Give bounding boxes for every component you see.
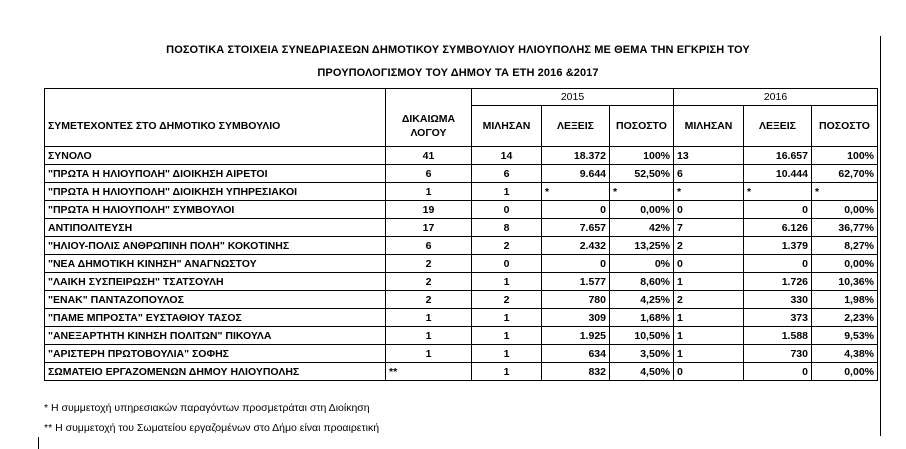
spoke-2015-value: 1 (472, 363, 542, 381)
percent-2015-value: 42% (610, 219, 674, 237)
right-to-speak-line1: ΔΙΚΑΙΩΜΑ (401, 112, 456, 125)
participant-name: "ΑΡΙΣΤΕΡΗ ΠΡΩΤΟΒΟΥΛΙΑ" ΣΟΦΗΣ (45, 345, 386, 363)
percent-2015-value: 0% (610, 255, 674, 273)
spoke-2015-value: 1 (472, 309, 542, 327)
words-2016-value: 330 (744, 291, 812, 309)
percent-2015-value: 4,25% (610, 291, 674, 309)
words-2016-value: * (744, 183, 812, 201)
percent-2016-value: 36,77% (812, 219, 878, 237)
percent-2015-value: 3,50% (610, 345, 674, 363)
column-header-row (45, 106, 878, 147)
table-row (45, 183, 878, 201)
right-to-speak-value: 1 (386, 183, 472, 201)
right-to-speak-value: 2 (386, 255, 472, 273)
words-2015-value: 780 (542, 291, 610, 309)
percent-2015-value: 13,25% (610, 237, 674, 255)
percent-2016-value: 2,23% (812, 309, 878, 327)
participant-name: "ΠΡΩΤΑ Η ΗΛΙΟΥΠΟΛΗ" ΔΙΟΙΚΗΣΗ ΑΙΡΕΤΟΙ (45, 165, 386, 183)
right-to-speak-value: 6 (386, 165, 472, 183)
footnote-2: ** Η συμμετοχή του Σωματείου εργαζομένων στο Δήμο είναι προαιρετική (44, 422, 380, 434)
words-2015-value: 0 (542, 201, 610, 219)
participant-name: ΣΥΝΟΛΟ (45, 147, 386, 165)
table-row (45, 165, 878, 183)
words-2016-value: 0 (744, 201, 812, 219)
spoke-2016-value: 6 (674, 165, 744, 183)
participant-name: "ΑΝΕΞΑΡΤΗΤΗ ΚΙΝΗΣΗ ΠΟΛΙΤΩΝ" ΠΙΚΟΥΛΑ (45, 327, 386, 345)
participant-name: ΑΝΤΙΠΟΛΙΤΕΥΣΗ (45, 219, 386, 237)
spoke-2016-value: 1 (674, 345, 744, 363)
table-row (45, 291, 878, 309)
participant-name: ΣΩΜΑΤΕΙΟ ΕΡΓΑΖΟΜΕΝΩΝ ΔΗΜΟΥ ΗΛΙΟΥΠΟΛΗΣ (45, 363, 386, 381)
percent-2016-value: 4,38% (812, 345, 878, 363)
percent-2015-value: 10,50% (610, 327, 674, 345)
words-2015-value: 2.432 (542, 237, 610, 255)
right-to-speak-value: 2 (386, 273, 472, 291)
spoke-2016-value: 1 (674, 273, 744, 291)
blank-header-cell (45, 89, 386, 106)
percent-2016-value: 10,36% (812, 273, 878, 291)
words-2015-value: 9.644 (542, 165, 610, 183)
table-row (45, 363, 878, 381)
year-header-row (45, 89, 878, 106)
spoke-2015-value: 0 (472, 255, 542, 273)
spoke-2016-value: * (674, 183, 744, 201)
words-2015-value: * (542, 183, 610, 201)
spoke-2015-value: 1 (472, 345, 542, 363)
words-2015-value: 0 (542, 255, 610, 273)
words-2016-value: 1.379 (744, 237, 812, 255)
words-2016-header: ΛΕΞΕΙΣ (744, 106, 812, 147)
percent-2015-value: 100% (610, 147, 674, 165)
percent-2016-value: 100% (812, 147, 878, 165)
spoke-2016-value: 0 (674, 363, 744, 381)
spoke-2016-value: 0 (674, 201, 744, 219)
table-row (45, 219, 878, 237)
percent-2015-header: ΠΟΣΟΣΤΟ (610, 106, 674, 147)
percent-2016-value: 0,00% (812, 363, 878, 381)
table-row (45, 237, 878, 255)
words-2016-value: 730 (744, 345, 812, 363)
percent-2015-value: 1,68% (610, 309, 674, 327)
spoke-2016-value: 1 (674, 309, 744, 327)
words-2016-value: 10.444 (744, 165, 812, 183)
spoke-2016-value: 2 (674, 237, 744, 255)
right-to-speak-header (386, 106, 472, 147)
participant-name: "ΝΕΑ ΔΗΜΟΤΙΚΗ ΚΙΝΗΣΗ" ΑΝΑΓΝΩΣΤΟΥ (45, 255, 386, 273)
words-2015-value: 7.657 (542, 219, 610, 237)
spoke-2016-header: ΜΙΛΗΣΑΝ (674, 106, 744, 147)
blank-header-cell (386, 89, 472, 106)
participant-name: "ΗΛΙΟΥ-ΠΟΛΙΣ ΑΝΘΡΩΠΙΝΗ ΠΟΛΗ" ΚΟΚΟΤΙΝΗΣ (45, 237, 386, 255)
percent-2016-value: 1,98% (812, 291, 878, 309)
spoke-2016-value: 13 (674, 147, 744, 165)
footnote-1: * Η συμμετοχή υπηρεσιακών παραγόντων προσμετράται στη Διοίκηση (44, 402, 370, 414)
percent-2015-value: * (610, 183, 674, 201)
words-2016-value: 0 (744, 255, 812, 273)
percent-2016-value: 0,00% (812, 201, 878, 219)
percent-2016-value: 8,27% (812, 237, 878, 255)
spoke-2015-value: 2 (472, 291, 542, 309)
table-row (45, 345, 878, 363)
right-to-speak-value: ** (386, 363, 472, 381)
year-2015-header: 2015 (472, 89, 674, 106)
spoke-2016-value: 0 (674, 255, 744, 273)
table-row (45, 273, 878, 291)
table-row (45, 309, 878, 327)
right-to-speak-value: 17 (386, 219, 472, 237)
spoke-2015-value: 1 (472, 183, 542, 201)
spoke-2015-value: 1 (472, 273, 542, 291)
words-2016-value: 1.726 (744, 273, 812, 291)
words-2016-value: 6.126 (744, 219, 812, 237)
table-row (45, 147, 878, 165)
percent-2016-value: 9,53% (812, 327, 878, 345)
words-2015-value: 832 (542, 363, 610, 381)
participant-name: "ΠΑΜΕ ΜΠΡΟΣΤΑ" ΕΥΣΤΑΘΙΟΥ ΤΑΣΟΣ (45, 309, 386, 327)
text-cursor (38, 437, 39, 449)
right-to-speak-value: 6 (386, 237, 472, 255)
participant-name: "ΠΡΩΤΑ Η ΗΛΙΟΥΠΟΛΗ" ΔΙΟΙΚΗΣΗ ΥΠΗΡΕΣΙΑΚΟΙ (45, 183, 386, 201)
words-2016-value: 16.657 (744, 147, 812, 165)
participant-name: "ΠΡΩΤΑ Η ΗΛΙΟΥΠΟΛΗ" ΣΥΜΒΟΥΛΟΙ (45, 201, 386, 219)
words-2015-value: 1.925 (542, 327, 610, 345)
words-2015-value: 1.577 (542, 273, 610, 291)
spoke-2015-value: 2 (472, 237, 542, 255)
participant-name: "ΕΝΑΚ" ΠΑΝΤΑΖΟΠΟΥΛΟΣ (45, 291, 386, 309)
percent-2015-value: 8,60% (610, 273, 674, 291)
words-2015-header: ΛΕΞΕΙΣ (542, 106, 610, 147)
participants-header: ΣΥΜΕΤΕΧΟΝΤΕΣ ΣΤΟ ΔΗΜΟΤΙΚΟ ΣΥΜΒΟΥΛΙΟ (45, 106, 386, 147)
percent-2016-value: 62,70% (812, 165, 878, 183)
percent-2015-value: 4,50% (610, 363, 674, 381)
spoke-2016-value: 1 (674, 327, 744, 345)
spoke-2015-value: 14 (472, 147, 542, 165)
right-to-speak-value: 1 (386, 345, 472, 363)
statistics-table (44, 88, 878, 381)
right-to-speak-value: 19 (386, 201, 472, 219)
spoke-2016-value: 7 (674, 219, 744, 237)
participant-name: "ΛΑΙΚΗ ΣΥΣΠΕΙΡΩΣΗ" ΤΣΑΤΣΟΥΛΗ (45, 273, 386, 291)
spoke-2015-header: ΜΙΛΗΣΑΝ (472, 106, 542, 147)
spoke-2016-value: 2 (674, 291, 744, 309)
percent-2016-value: * (812, 183, 878, 201)
words-2016-value: 1.588 (744, 327, 812, 345)
right-to-speak-line2: ΛΟΓΟΥ (410, 126, 447, 139)
words-2015-value: 634 (542, 345, 610, 363)
words-2015-value: 309 (542, 309, 610, 327)
table-row (45, 201, 878, 219)
year-2016-header: 2016 (674, 89, 878, 106)
percent-2015-value: 52,50% (610, 165, 674, 183)
words-2015-value: 18.372 (542, 147, 610, 165)
table-row (45, 255, 878, 273)
table-row (45, 327, 878, 345)
right-to-speak-value: 2 (386, 291, 472, 309)
percent-2015-value: 0,00% (610, 201, 674, 219)
spoke-2015-value: 1 (472, 327, 542, 345)
percent-2016-header: ΠΟΣΟΣΤΟ (812, 106, 878, 147)
right-to-speak-value: 1 (386, 309, 472, 327)
percent-2016-value: 0,00% (812, 255, 878, 273)
right-to-speak-value: 41 (386, 147, 472, 165)
spoke-2015-value: 0 (472, 201, 542, 219)
words-2016-value: 0 (744, 363, 812, 381)
right-to-speak-value: 1 (386, 327, 472, 345)
document-title-line2: ΠΡΟΥΠΟΛΟΓΙΣΜΟΥ ΤΟΥ ΔΗΜΟΥ ΤΑ ΕΤΗ 2016 &2017 (317, 67, 599, 79)
document-title-line1: ΠΟΣΟΤΙΚΑ ΣΤΟΙΧΕΙΑ ΣΥΝΕΔΡΙΑΣΕΩΝ ΔΗΜΟΤΙΚΟΥ ΣΥΜΒΟΥΛΙΟΥ ΗΛΙΟΥΠΟΛΗΣ ΜΕ ΘΕΜΑ ΤΗΝ ΕΓΚΡΙΣΗ ΤΟΥ (166, 44, 750, 56)
spoke-2015-value: 8 (472, 219, 542, 237)
page-border-right (880, 36, 881, 436)
words-2016-value: 373 (744, 309, 812, 327)
spoke-2015-value: 6 (472, 165, 542, 183)
